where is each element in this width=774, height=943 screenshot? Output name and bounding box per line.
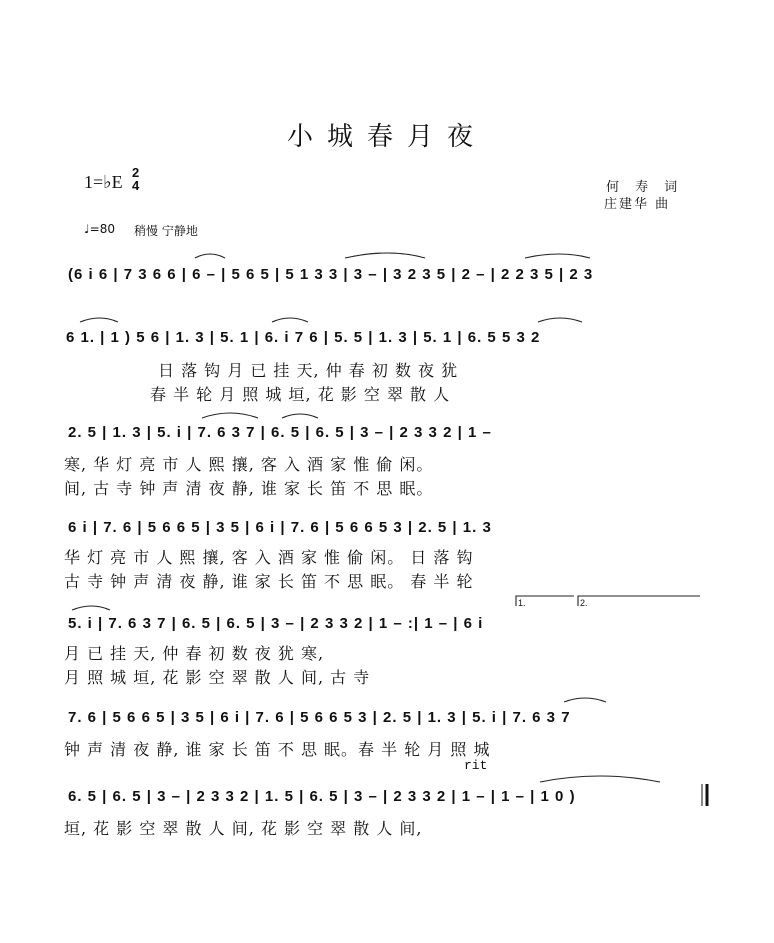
ritardando-marking: rit <box>464 758 488 773</box>
system-5-lyrics-verse-1: 月 已 挂 天, 仲 春 初 数 夜 犹 寒, <box>64 644 325 663</box>
expression-marking: 稍慢 宁静地 <box>134 224 198 238</box>
meter-bottom: 4 <box>132 178 140 193</box>
slur <box>202 413 258 418</box>
volta-2-bracket <box>578 596 700 606</box>
system-5-lyrics-verse-2: 月 照 城 垣, 花 影 空 翠 散 人 间, 古 寺 <box>64 668 371 687</box>
volta-1-label: 1. <box>518 598 526 608</box>
tempo-marking: ♩=80 <box>84 222 115 236</box>
slur <box>282 414 318 418</box>
system-6-notes: 7. 6 | 5 6 6 5 | 3 5 | 6 i | 7. 6 | 5 6 6 5 3 | 2. 5 | 1. 3 | 5. i | 7. 6 3 7 <box>68 709 571 726</box>
slur <box>525 254 590 258</box>
volta-2-label: 2. <box>580 598 588 608</box>
slur <box>80 318 118 322</box>
system-2-notes: 6 1. | 1 ) 5 6 | 1. 3 | 5. 1 | 6. i 7 6 | 5. 5 | 1. 3 | 5. 1 | 6. 5 5 3 2 <box>66 329 541 346</box>
slur <box>564 698 606 702</box>
system-2-lyrics-verse-1: 日 落 钩 月 已 挂 天, 仲 春 初 数 夜 犹 <box>158 361 459 380</box>
system-3-lyrics-verse-1: 寒, 华 灯 亮 市 人 熙 攘, 客 入 酒 家 惟 偷 闲。 <box>64 455 434 474</box>
system-3-lyrics-verse-2: 间, 古 寺 钟 声 清 夜 静, 谁 家 长 笛 不 思 眠。 <box>64 479 434 498</box>
system-1-notes: (6 i 6 | 7 3 6 6 | 6 – | 5 6 5 | 5 1 3 3 | 3 – | 3 2 3 5 | 2 – | 2 2 3 5 | 2 3 <box>68 266 594 283</box>
slur <box>195 254 225 258</box>
system-3-notes: 2. 5 | 1. 3 | 5. i | 7. 6 3 7 | 6. 5 | 6. 5 | 3 – | 2 3 3 2 | 1 – <box>68 424 492 441</box>
slur <box>540 776 660 782</box>
song-title: 小城春月夜 <box>286 122 487 152</box>
system-7-lyrics-verse-1: 垣, 花 影 空 翠 散 人 间, 花 影 空 翠 散 人 间, <box>64 819 423 838</box>
system-4-lyrics-verse-1: 华 灯 亮 市 人 熙 攘, 客 入 酒 家 惟 偷 闲。 日 落 钩 <box>64 548 474 567</box>
system-5-notes: 5. i | 7. 6 3 7 | 6. 5 | 6. 5 | 3 – | 2 3 3 2 | 1 – :| 1 – | 6 i <box>68 615 484 632</box>
slur <box>538 318 582 322</box>
slur <box>272 318 308 322</box>
system-2-lyrics-verse-2: 春 半 轮 月 照 城 垣, 花 影 空 翠 散 人 <box>150 385 451 404</box>
lyricist-credit: 何 寿 词 <box>606 180 684 195</box>
meter-top: 2 <box>132 165 140 180</box>
system-6-lyrics-verse-1: 钟 声 清 夜 静, 谁 家 长 笛 不 思 眠。春 半 轮 月 照 城 <box>64 740 491 759</box>
system-4-notes: 6 i | 7. 6 | 5 6 6 5 | 3 5 | 6 i | 7. 6 | 5 6 6 5 3 | 2. 5 | 1. 3 <box>68 519 492 536</box>
slur <box>345 253 425 258</box>
system-7-notes: 6. 5 | 6. 5 | 3 – | 2 3 3 2 | 1. 5 | 6. 5 | 3 – | 2 3 3 2 | 1 – | 1 – | 1 0 ) <box>68 788 576 805</box>
volta-1-bracket <box>516 596 574 606</box>
slur <box>72 606 110 610</box>
system-4-lyrics-verse-2: 古 寺 钟 声 清 夜 静, 谁 家 长 笛 不 思 眠。 春 半 轮 <box>64 572 474 591</box>
composer-credit: 庄建华 曲 <box>604 197 671 212</box>
key-signature: 1=♭E <box>84 172 123 192</box>
